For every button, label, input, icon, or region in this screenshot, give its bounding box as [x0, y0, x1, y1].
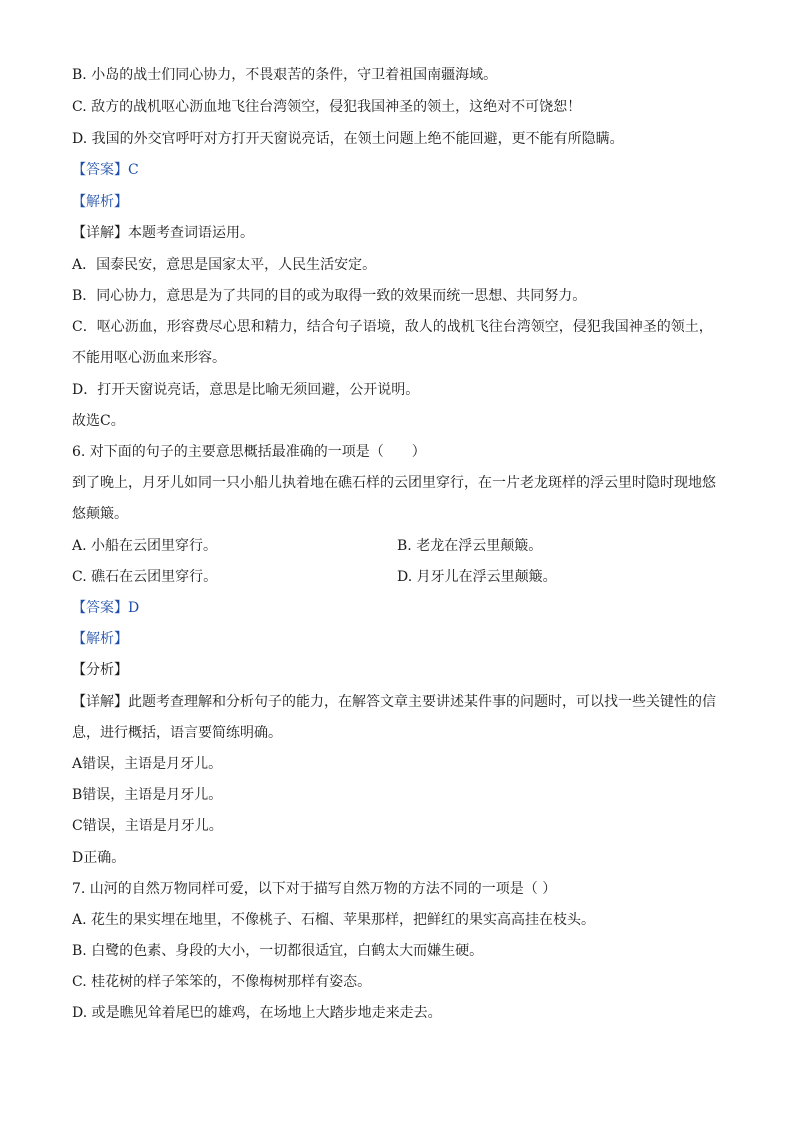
q5-explanation-d: D．打开天窗说亮话，意思是比喻无须回避，公开说明。 [72, 382, 420, 398]
q5-explanation-b: B．同心协力，意思是为了共同的目的或为取得一致的效果而统一思想、共同努力。 [72, 288, 587, 304]
q5-explanation-a: A．国泰民安，意思是国家太平，人民生活安定。 [72, 257, 377, 273]
q6-option-d: D. 月牙儿在浮云里颠簸。 [397, 569, 557, 585]
q7-option-a: A. 花生的果实埋在地里，不像桃子、石榴、苹果那样，把鲜红的果实高高挂在枝头。 [72, 912, 596, 928]
q6-passage-line1: 到了晚上，月牙儿如同一只小船儿执着地在礁石样的云团里穿行，在一片老龙斑样的浮云里时隐时现地悠 [72, 475, 716, 491]
q6-option-a: A. 小船在云团里穿行。 [72, 538, 218, 554]
q7-stem: 7. 山河的自然万物同样可爱，以下对于描写自然万物的方法不同的一项是（ ） [72, 881, 557, 897]
q6-answer: 【答案】D [72, 600, 140, 616]
q7-option-c: C. 桂花树的样子笨笨的，不像梅树那样有姿态。 [72, 974, 372, 990]
q5-option-d: D. 我国的外交官呼吁对方打开天窗说亮话，在领土问题上绝不能回避，更不能有所隐瞒。 [72, 131, 624, 147]
q5-analysis-label: 【解析】 [72, 194, 128, 210]
q6-stem: 6. 对下面的句子的主要意思概括最准确的一项是（ ） [72, 444, 426, 460]
q5-conclusion: 故选C。 [72, 413, 125, 429]
q6-explanation-a: A错误，主语是月牙儿。 [72, 756, 223, 772]
q5-explanation-c1: C．呕心沥血，形容费尽心思和精力，结合句子语境，敌人的战机飞往台湾领空，侵犯我国神圣的领土， [72, 319, 713, 335]
q7-option-b: B. 白鹭的色素、身段的大小，一切都很适宜，白鹤太大而嫌生硬。 [72, 943, 484, 959]
q6-fenxi-label: 【分析】 [72, 662, 128, 678]
q6-explanation-c: C错误，主语是月牙儿。 [72, 818, 223, 834]
q6-passage-line2: 悠颠簸。 [72, 506, 128, 522]
q6-explanation-b: B错误，主语是月牙儿。 [72, 787, 223, 803]
q6-option-c: C. 礁石在云团里穿行。 [72, 569, 218, 585]
q6-option-b: B. 老龙在浮云里颠簸。 [397, 538, 543, 554]
q6-analysis-label: 【解析】 [72, 631, 128, 647]
q5-detail: 【详解】本题考查词语运用。 [72, 225, 254, 241]
q5-option-c: C. 敌方的战机呕心沥血地飞往台湾领空，侵犯我国神圣的领土，这绝对不可饶恕！ [72, 99, 582, 115]
q6-explanation-d: D正确。 [72, 850, 126, 866]
q6-detail-line2: 息，进行概括，语言要简练明确。 [72, 725, 282, 741]
q5-answer: 【答案】C [72, 162, 139, 178]
q5-option-b: B. 小岛的战士们同心协力，不畏艰苦的条件，守卫着祖国南疆海域。 [72, 67, 498, 83]
q5-explanation-c2: 不能用呕心沥血来形容。 [72, 350, 226, 366]
q7-option-d: D. 或是瞧见耸着尾巴的雄鸡，在场地上大踏步地走来走去。 [72, 1005, 442, 1021]
q6-detail-line1: 【详解】此题考查理解和分析句子的能力，在解答文章主要讲述某件事的问题时，可以找一些关键性的信 [72, 694, 716, 710]
